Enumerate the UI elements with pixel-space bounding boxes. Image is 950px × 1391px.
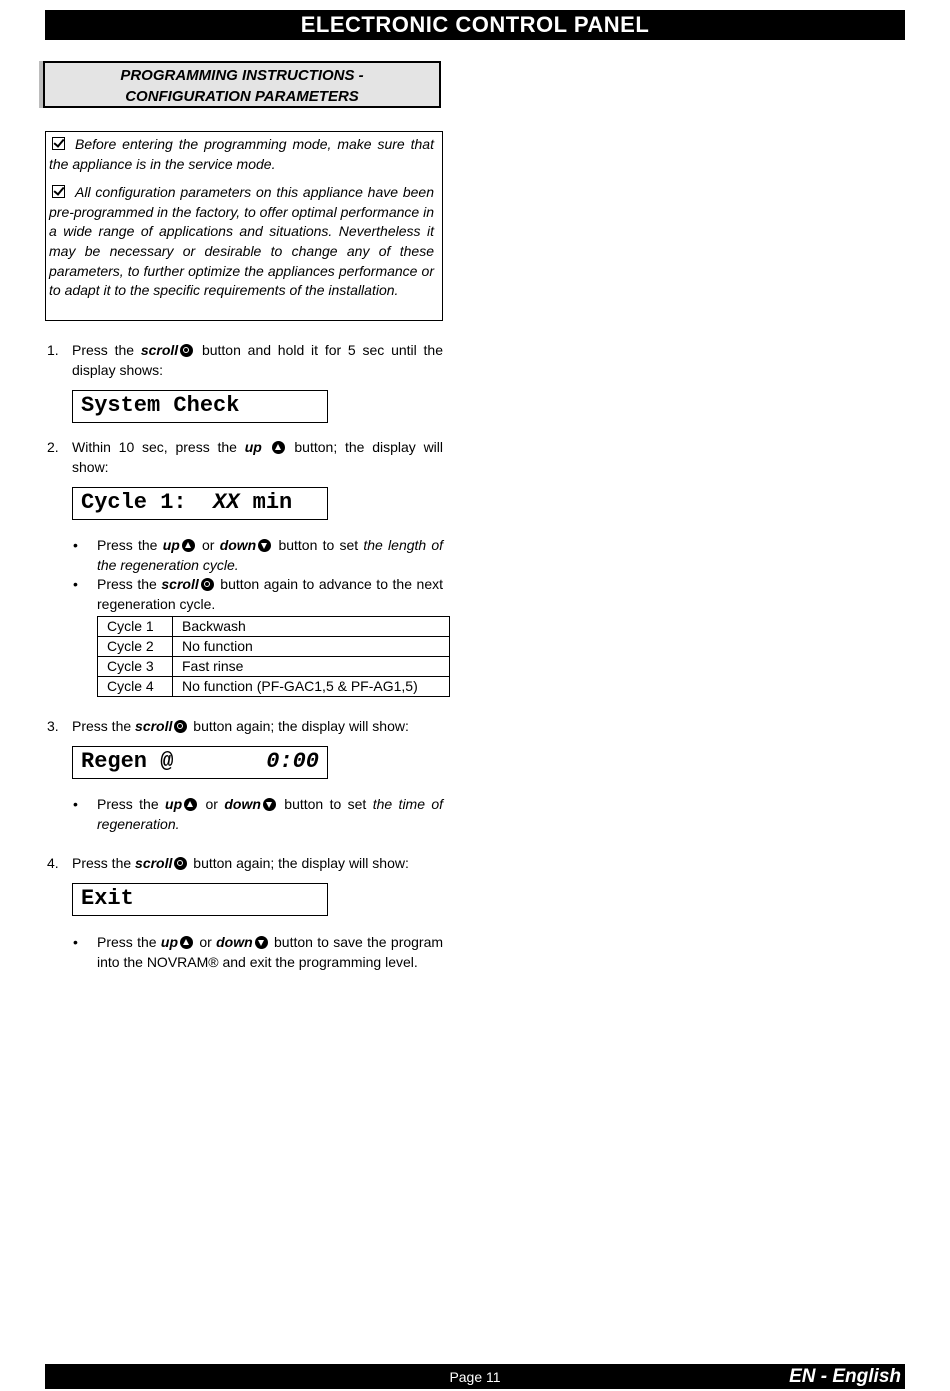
- text: button and hold it for 5 sec until the display shows:: [72, 342, 443, 378]
- down-button-icon: [263, 798, 276, 811]
- down-button-icon: [258, 539, 271, 552]
- scroll-button-icon: [180, 344, 193, 357]
- step-3: [45, 717, 443, 737]
- step-text: [72, 717, 443, 737]
- step-text: [72, 341, 443, 380]
- up-button-icon: [182, 539, 195, 552]
- text: Press the: [72, 718, 132, 734]
- notes-box: [45, 131, 443, 321]
- bullet-item: [45, 795, 443, 834]
- text: button to set: [284, 796, 367, 812]
- key-name: up: [244, 439, 262, 455]
- check-box-icon: [52, 185, 65, 198]
- table-row: [98, 677, 450, 697]
- page-footer: [45, 1364, 905, 1389]
- text: button; the display will show:: [72, 439, 444, 475]
- bullets-step-3: [45, 795, 443, 834]
- bullet-item: [45, 575, 443, 614]
- bullets-step-4: [45, 933, 443, 972]
- text: or: [202, 537, 215, 553]
- key-name: scroll: [135, 855, 173, 871]
- display-regen: [72, 746, 328, 779]
- table-row: [98, 617, 450, 637]
- key-name: scroll: [140, 342, 179, 358]
- up-button-icon: [184, 798, 197, 811]
- up-button-icon: [180, 936, 193, 949]
- step-2: [45, 438, 443, 477]
- bullet-dot: •: [73, 934, 78, 950]
- display-exit: Exit: [72, 883, 328, 916]
- table-row: [98, 637, 450, 657]
- display-system-check: System Check: [72, 390, 328, 423]
- step-4: [45, 854, 443, 874]
- text: Press the: [97, 796, 159, 812]
- table-cell: Cycle 2: [98, 637, 173, 657]
- text: the time of regeneration.: [97, 796, 444, 832]
- bullet-text: [97, 933, 443, 972]
- text: button to save the program into the NOVRAM® and exit the programming level.: [97, 934, 444, 970]
- step-text: [72, 438, 443, 477]
- note-1: [49, 135, 434, 174]
- key-name: down: [216, 934, 253, 950]
- display-cycle-prefix: Cycle 1:: [81, 490, 214, 515]
- text: button again to advance to the next regeneration cycle.: [97, 576, 444, 612]
- note-1-text: Before entering the programming mode, make sure that the appliance is in the service mode.: [49, 136, 434, 172]
- display-regen-time: 0:00: [266, 749, 319, 774]
- step-number: 1.: [47, 342, 59, 358]
- step-number: 2.: [47, 439, 59, 455]
- table-cell: Cycle 1: [98, 617, 173, 637]
- section-title-box: [43, 61, 441, 108]
- table-cell: No function: [173, 637, 450, 657]
- bullet-dot: •: [73, 576, 78, 593]
- text: button again; the display will show:: [193, 718, 409, 734]
- bullet-dot: •: [73, 537, 78, 553]
- table-cell: Cycle 3: [98, 657, 173, 677]
- key-name: scroll: [135, 718, 173, 734]
- section-title-line-1: PROGRAMMING INSTRUCTIONS -: [120, 67, 364, 84]
- page-number: Page 11: [449, 1369, 501, 1385]
- key-name: up: [162, 537, 180, 553]
- bullet-text: [97, 575, 443, 614]
- table-cell: No function (PF-GAC1,5 & PF-AG1,5): [173, 677, 450, 697]
- scroll-button-icon: [201, 578, 214, 591]
- text: Press the: [72, 855, 132, 871]
- note-2: [49, 183, 434, 301]
- bullet-item: [45, 933, 443, 972]
- table-row: [98, 657, 450, 677]
- step-number: 3.: [47, 718, 59, 734]
- display-regen-label: Regen @: [81, 749, 174, 774]
- bullet-text: [97, 795, 443, 834]
- text: button to set: [278, 537, 359, 553]
- display-cycle: [72, 487, 328, 520]
- table-cell: Backwash: [173, 617, 450, 637]
- key-name: down: [219, 537, 257, 553]
- text: Press the: [97, 537, 158, 553]
- display-cycle-variable: XX: [213, 490, 240, 515]
- text: Press the: [97, 934, 157, 950]
- bullets-step-2: [45, 536, 443, 614]
- bullet-dot: •: [73, 796, 78, 812]
- table-cell: Cycle 4: [98, 677, 173, 697]
- scroll-button-icon: [174, 857, 187, 870]
- key-name: up: [165, 796, 183, 812]
- down-button-icon: [255, 936, 268, 949]
- key-name: scroll: [161, 576, 199, 593]
- scroll-button-icon: [174, 720, 187, 733]
- table-cell: Fast rinse: [173, 657, 450, 677]
- section-title-line-2: CONFIGURATION PARAMETERS: [125, 88, 359, 105]
- bullet-text: [97, 536, 443, 575]
- display-cycle-suffix: min: [239, 490, 293, 515]
- step-1: [45, 341, 443, 380]
- text: or: [199, 934, 212, 950]
- language-label: EN - English: [789, 1366, 901, 1387]
- text: the length of the regeneration cycle.: [97, 537, 444, 573]
- text: Within 10 sec, press the: [72, 439, 237, 455]
- page-header: ELECTRONIC CONTROL PANEL: [45, 10, 905, 40]
- step-number: 4.: [47, 855, 59, 871]
- text: button again; the display will show:: [193, 855, 409, 871]
- check-box-icon: [52, 137, 65, 150]
- bullet-item: [45, 536, 443, 575]
- text: Press the: [72, 342, 135, 358]
- cycle-table: [97, 616, 450, 697]
- note-2-text: All configuration parameters on this appliance have been pre-programmed in the factory, to offer optimal performance in a wide range of applications and situations. Nevertheless it may be necessary or desirable to change any of these parameters, to further optimize the appliances performance or to adapt it to the specific requirements of the installation.: [49, 184, 434, 299]
- text: Press the: [97, 576, 157, 593]
- up-button-icon: [272, 441, 285, 454]
- step-text: [72, 854, 443, 874]
- key-name: down: [224, 796, 261, 812]
- key-name: up: [160, 934, 179, 950]
- text: or: [205, 796, 218, 812]
